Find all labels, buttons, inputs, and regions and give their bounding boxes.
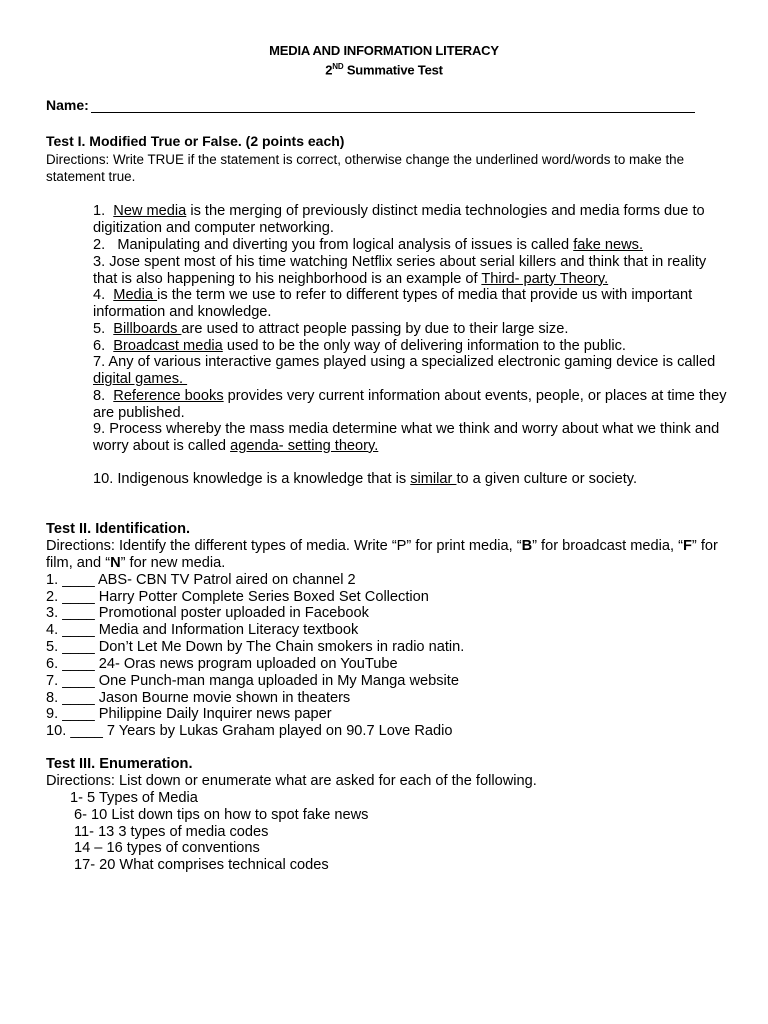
test2-item: 7. ____ One Punch-man manga uploaded in My Manga website — [46, 673, 459, 689]
test1-item: 8. Reference books provides very current information about events, people, or places at time they are published. — [93, 388, 727, 421]
test2-directions: Directions: Identify the different types of media. Write “P” for print media, “B” for broadcast media, “F” for film, and “N” for new media. — [46, 538, 718, 571]
test2-heading: Test II. Identification. — [46, 521, 191, 537]
test2-item: 10. ____ 7 Years by Lukas Graham played on 90.7 Love Radio — [46, 723, 453, 739]
test2-item: 8. ____ Jason Bourne movie shown in theaters — [46, 690, 351, 706]
subtitle-superscript: ND — [332, 62, 344, 71]
name-label: Name: — [46, 97, 89, 113]
test1-item: 2. Manipulating and diverting you from logical analysis of issues is called fake news. — [93, 237, 643, 253]
test3-directions: Directions: List down or enumerate what are asked for each of the following. — [46, 773, 537, 789]
test1-item: 5. Billboards are used to attract people passing by due to their large size. — [93, 321, 569, 337]
test2-item: 1. ____ ABS- CBN TV Patrol aired on channel 2 — [46, 572, 356, 588]
document-title: MEDIA AND INFORMATION LITERACY — [269, 43, 499, 58]
test1-item: 7. Any of various interactive games played using a specialized electronic gaming device is called digital games. — [93, 354, 716, 387]
test3-heading: Test III. Enumeration. — [46, 756, 193, 772]
subtitle-text: Summative Test — [343, 62, 443, 78]
test1-item: 4. Media is the term we use to refer to different types of media that provide us with important information and knowledge. — [93, 287, 693, 320]
test3-item: 6- 10 List down tips on how to spot fake news — [74, 807, 369, 823]
test2-item: 4. ____ Media and Information Literacy textbook — [46, 622, 359, 638]
test1-item: 3. Jose spent most of his time watching Netflix series about serial killers and think that in reality that is also happening to his neighborhood is an example of Third- party Theory. — [93, 254, 707, 287]
test1-item: 6. Broadcast media used to be the only way of delivering information to the public. — [93, 338, 626, 354]
subtitle-number: 2 — [325, 62, 333, 78]
test1-item: 10. Indigenous knowledge is a knowledge that is similar to a given culture or society. — [93, 471, 638, 487]
test1-heading: Test I. Modified True or False. (2 points each) — [46, 133, 345, 149]
name-field — [46, 97, 695, 113]
test1-item: 1. New media is the merging of previously distinct media technologies and media forms due to digitization and computer networking. — [93, 203, 705, 236]
test3-item: 17- 20 What comprises technical codes — [74, 857, 329, 873]
test3-item: 14 – 16 types of conventions — [74, 840, 260, 856]
test2-item: 2. ____ Harry Potter Complete Series Boxed Set Collection — [46, 589, 429, 605]
test3-item: 11- 13 3 types of media codes — [74, 824, 269, 840]
test1-item: 9. Process whereby the mass media determine what we think and worry about what we think and worry about is called agenda- setting theory. — [93, 421, 720, 454]
test2-item: 6. ____ 24- Oras news program uploaded on YouTube — [46, 656, 398, 672]
document-subtitle — [0, 62, 768, 77]
test2-item: 9. ____ Philippine Daily Inquirer news paper — [46, 706, 332, 722]
test1-directions: Directions: Write TRUE if the statement is correct, otherwise change the underlined word/words to make the statement true. — [46, 152, 685, 184]
test2-item: 5. ____ Don’t Let Me Down by The Chain smokers in radio natin. — [46, 639, 465, 655]
test2-item: 3. ____ Promotional poster uploaded in Facebook — [46, 605, 369, 621]
test3-item: 1- 5 Types of Media — [70, 790, 198, 806]
name-blank-line — [91, 98, 695, 113]
